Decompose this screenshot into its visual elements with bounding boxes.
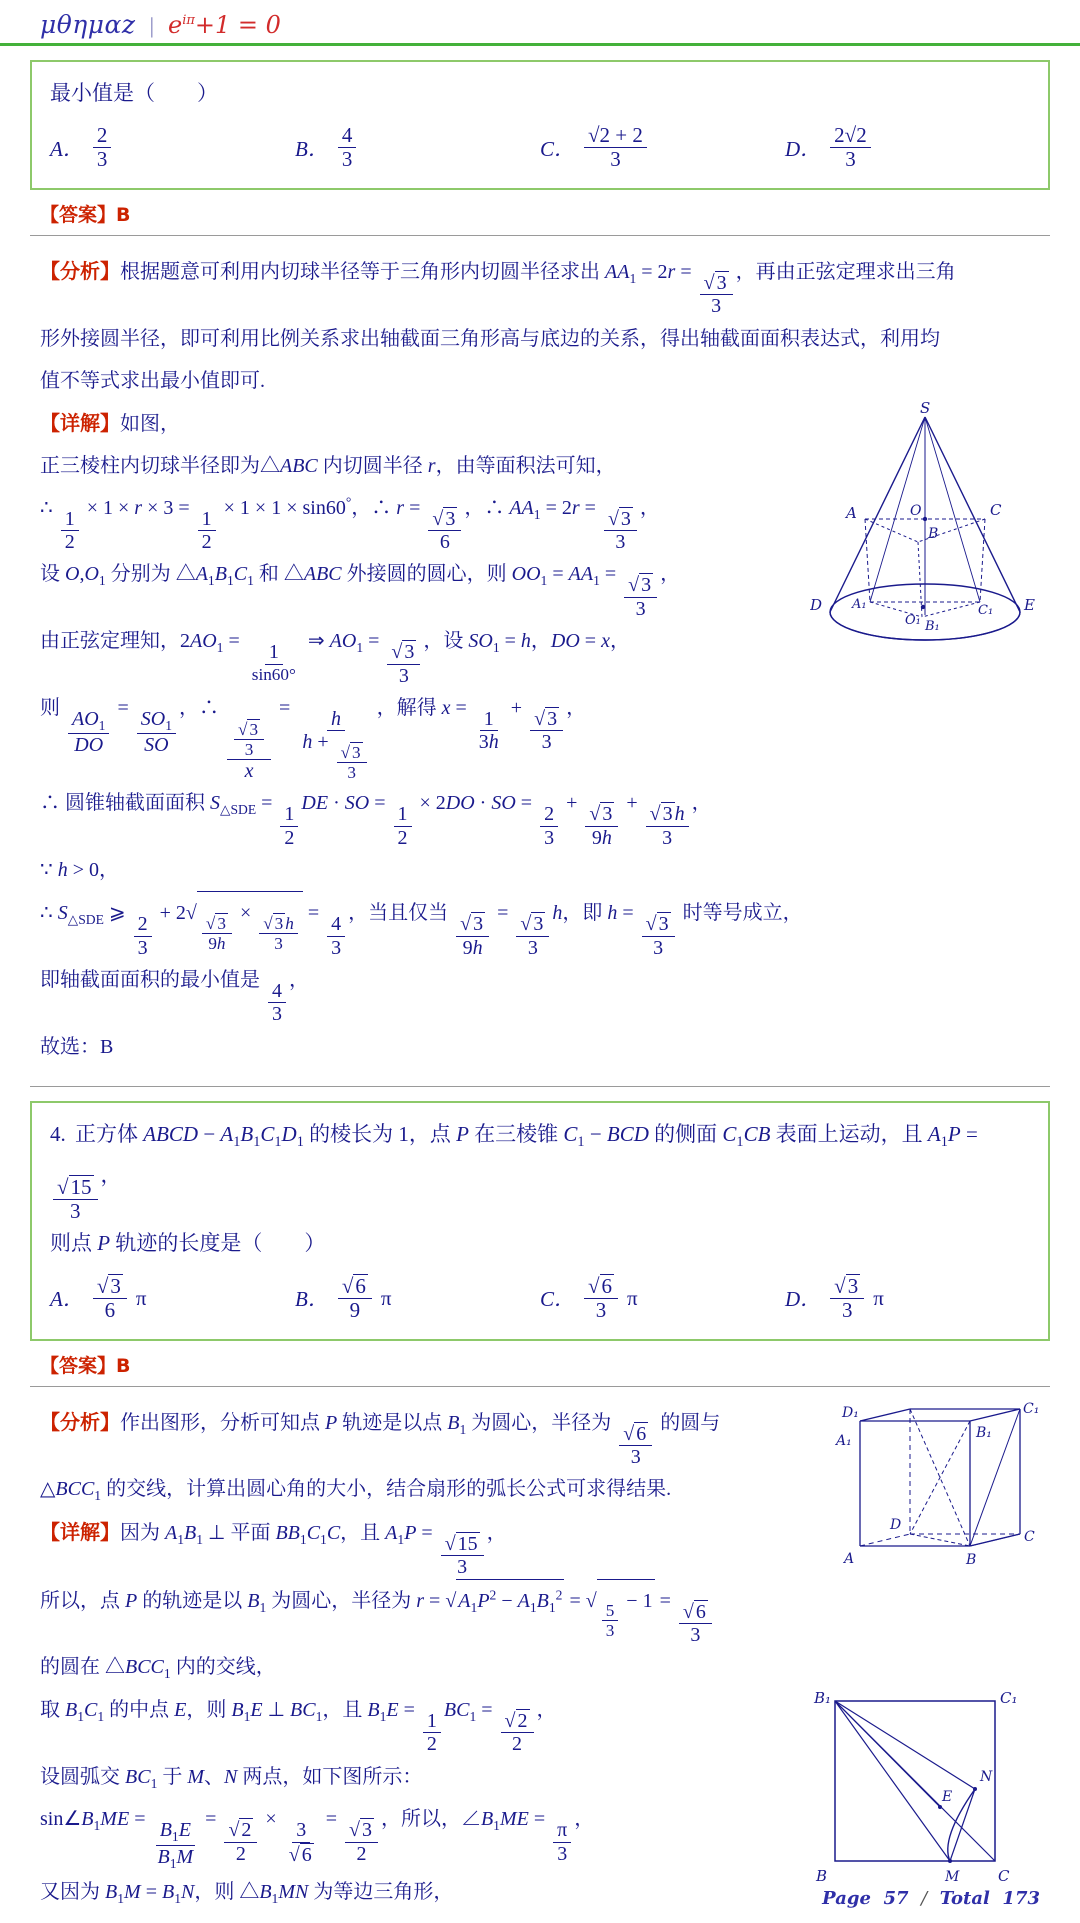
svg-text:C₁: C₁ bbox=[978, 602, 994, 618]
answer-letter: B bbox=[116, 1354, 131, 1377]
divider-2 bbox=[30, 1086, 1050, 1087]
answer-tag: 【答案】 bbox=[40, 203, 117, 226]
svg-text:E: E bbox=[1024, 595, 1035, 614]
svg-text:C₁: C₁ bbox=[1023, 1400, 1040, 1417]
question-3-stem: 最小值是（ ） bbox=[50, 81, 218, 105]
choice-a[interactable]: A． $\frac{√3}{6}$ π bbox=[50, 1273, 147, 1323]
detail-line-2: 所以，点 P 的轨迹是以 $B_1$ 为圆心，半径为 r = √ $A_1P^2 - A_1B_1^2$ = √ $\frac{5}{3}$ − 1 = $\frac{√ 6}{3}$ bbox=[40, 1579, 780, 1647]
svg-text:C: C bbox=[990, 500, 1002, 519]
answer-tag: 【答案】 bbox=[40, 1354, 117, 1377]
svg-text:C₁: C₁ bbox=[1000, 1689, 1018, 1708]
detail-line-4: 由正弦定理知，$2AO_1$ = $\frac{1}{\sin 60^\circ}$ ⇒ $AO_1$ = $\frac{√ 3}{3}$ ，设 $SO_1 = h$，DO = x， bbox=[40, 630, 630, 687]
detail-line-5: 则 $\frac{AO_1}{DO}$ = $\frac{SO_1}{SO}$ ，∴ $\frac{\frac{√ 3}{3}}{x}$ = h h + $\frac{√ 3}{3}$ ，解得 x = $\frac{1}{3h}$ + $\frac{√ 3}{3}$ ， bbox=[40, 697, 587, 783]
question-4-choices bbox=[50, 1274, 1030, 1323]
question-4-box bbox=[30, 1101, 1050, 1341]
detail-line-7: ∵ h > 0， bbox=[40, 859, 120, 882]
svg-text:B: B bbox=[816, 1867, 828, 1886]
choice-b[interactable]: B． $\frac{4}{3}$ bbox=[295, 124, 540, 172]
detail-tag: 【详解】 bbox=[40, 410, 120, 435]
svg-text:N: N bbox=[980, 1769, 993, 1786]
brand-formula: $e^{i\pi}+1 = 0$ bbox=[167, 11, 281, 39]
footer-separator: / bbox=[921, 1888, 928, 1910]
detail-line-6: ∴ 圆锥轴截面面积 $S_{\triangle SDE}$ = $\frac{1}{2}$ DE · SO = $\frac{1}{2}$ × 2DO · SO = $\frac{2}{3}$ + $\frac{√ 3}{9h}$ + $\frac{√ 3 h}{3}$ ， bbox=[40, 792, 712, 849]
brand-title: μθημαz bbox=[40, 10, 136, 39]
detail-line-4: 取 $B_1C_1$ 的中点 E，则 $B_1E$ ⊥ $BC_1$，且 $B_1E$ = $\frac{1}{2}$ $BC_1$ = $\frac{√ 2}{2}$ ， bbox=[40, 1699, 557, 1756]
analysis-line-1: 【分析】作出图形，分析可知点 P 轨迹是以点 $B_1$ 为圆心，半径为 $\frac{√ 6}{3}$ 的圆与 bbox=[40, 1409, 721, 1468]
detail-line-5: 设圆弧交 $BC_1$ 于 M、N 两点，如下图所示： bbox=[40, 1765, 423, 1791]
svg-text:A₁: A₁ bbox=[852, 596, 867, 612]
divider-3 bbox=[30, 1386, 1050, 1387]
question-4-answer bbox=[40, 1351, 1050, 1378]
footer-total-number: 173 bbox=[1002, 1888, 1040, 1910]
footer-total-label: Total bbox=[939, 1888, 990, 1910]
svg-text:B: B bbox=[966, 1551, 977, 1568]
detail-line-9: 即轴截面面积的最小值是 $\frac{4}{3}$ ， bbox=[40, 968, 309, 1026]
page-footer bbox=[0, 1888, 1080, 1909]
question-3-choices bbox=[50, 124, 1030, 172]
question-3-solution bbox=[30, 246, 1050, 1078]
svg-text:C: C bbox=[998, 1867, 1010, 1886]
choice-c[interactable]: C． $\frac{√2 + 2}{3}$ bbox=[540, 124, 785, 172]
analysis-line-1: 【分析】根据题意可利用内切球半径等于三角形内切圆半径求出 $AA_1 = 2r$ = $\frac{√ 3}{3}$ ，再由正弦定理求出三角 bbox=[40, 258, 956, 318]
svg-text:E: E bbox=[942, 1789, 953, 1806]
choice-b[interactable]: B． $\frac{√6}{9}$ π bbox=[295, 1273, 392, 1323]
svg-text:B: B bbox=[928, 525, 939, 542]
detail-line-6: $\sin\angle B_1ME$ = $\frac{B_1E}{B_1M}$ = $\frac{√ 2}{2}$ × $\frac{3}{√ 6}$ = $\frac{√ 3}{2}$ ，所以，$\angle B_1ME$ = $\frac{\pi}{3}$ ， bbox=[40, 1808, 595, 1871]
detail-conclusion: 故选：B bbox=[40, 1035, 114, 1058]
svg-text:M: M bbox=[945, 1869, 960, 1886]
detail-line-8: ∴ $S_{\triangle SDE}$ ⩾ $\frac{2}{3}$ + 2√ $\frac{√ 3}{9h}$ × $\frac{√ 3 h}{3}$ = $\frac{4}{3}$ ，当且仅当 $\frac{√ 3}{9h}$ = $\frac{√ 3}{3}$ h，即 h = $\frac{√ 3}{3}$ 时等号成立， bbox=[40, 891, 1040, 959]
footer-page-label: Page bbox=[822, 1888, 871, 1910]
detail-line-1: 正三棱柱内切球半径即为△ABC 内切圆半径 r，由等面积法可知， bbox=[40, 454, 616, 477]
detail-line-2: ∴ $\frac{1}{2}$ × 1 × r × 3 = $\frac{1}{2}$ × 1 × 1 × sin60°，∴ r = $\frac{√ 3}{6}$ ，∴ $AA_1 = 2r$ = $\frac{√ 3}{3}$ ， bbox=[40, 494, 660, 554]
detail-line-3: 的圆在 $\triangle BCC_1$ 内的交线， bbox=[40, 1656, 276, 1682]
footer-page-number: 57 bbox=[883, 1888, 909, 1910]
brand-separator: | bbox=[149, 13, 154, 38]
svg-text:B₁: B₁ bbox=[814, 1689, 832, 1708]
svg-text:B₁: B₁ bbox=[925, 618, 940, 634]
svg-text:A₁: A₁ bbox=[836, 1432, 852, 1449]
svg-text:A: A bbox=[844, 1550, 855, 1567]
svg-text:C: C bbox=[1024, 1528, 1035, 1545]
cone-figure bbox=[810, 402, 1040, 662]
detail-line-1: 【详解】因为 $A_1B_1$ ⊥ 平面 $BB_1C_1C$，且 $A_1P$ = $\frac{√ 15}{3}$ ， bbox=[40, 1519, 507, 1579]
detail-head: 【详解】如图， bbox=[40, 410, 180, 435]
svg-text:D₁: D₁ bbox=[842, 1404, 859, 1421]
question-number: 4. bbox=[50, 1121, 66, 1146]
detail-line-3: 设 $O,O_1$ 分别为 $\triangle A_1B_1C_1$ 和 △ABC 外接圆的圆心，则 $OO_1 = AA_1$ = $\frac{√ 3}{3}$ ， bbox=[40, 563, 681, 620]
answer-letter: B bbox=[116, 203, 131, 226]
svg-text:O: O bbox=[910, 502, 922, 519]
analysis-tag: 【分析】 bbox=[40, 1409, 120, 1434]
choice-d[interactable]: D． $\frac{√3}{3}$ π bbox=[785, 1273, 884, 1323]
triangle-figure bbox=[790, 1689, 1040, 1899]
svg-text:D: D bbox=[890, 1516, 902, 1533]
question-3-answer bbox=[40, 200, 1050, 227]
svg-text:O₁: O₁ bbox=[905, 612, 921, 628]
svg-text:D: D bbox=[810, 595, 823, 614]
choice-a[interactable]: A． $\frac{2}{3}$ bbox=[50, 124, 295, 172]
header-rule bbox=[0, 43, 1080, 46]
svg-text:S: S bbox=[920, 401, 931, 417]
svg-text:A: A bbox=[846, 503, 857, 522]
question-3-box bbox=[30, 60, 1050, 190]
page-header bbox=[0, 0, 1080, 43]
divider bbox=[30, 235, 1050, 236]
svg-text:B₁: B₁ bbox=[976, 1424, 992, 1441]
question-4-solution bbox=[30, 1397, 1050, 1923]
detail-line-7: 又因为 $B_1M = B_1N$，则 $\triangle B_1MN$ 为等边三角形， bbox=[40, 1880, 454, 1906]
analysis-tag: 【分析】 bbox=[40, 258, 120, 283]
analysis-line-2: 形外接圆半径，即可利用比例关系求出轴截面三角形高与底边的关系，得出轴截面面积表达式，利用均 bbox=[40, 327, 940, 350]
choice-d[interactable]: D． $\frac{2√2}{3}$ bbox=[785, 124, 1030, 172]
question-4-stem-line-2: 则点 P 轨迹的长度是（ ） bbox=[50, 1230, 326, 1255]
analysis-line-2: $\triangle BCC_1$ 的交线，计算出圆心角的大小，结合扇形的弧长公式可求得结果. bbox=[40, 1478, 672, 1504]
choice-c[interactable]: C． $\frac{√6}{3}$ π bbox=[540, 1273, 638, 1323]
question-4-stem-line-1: 4. 正方体 ABCD − $A_1B_1C_1D_1$ 的棱长为 1，点 P 在三棱锥 $C_1$ − BCD 的侧面 $C_1CB$ 表面上运动，且 $A_1P$ = $\frac{√15}{3}$ ， bbox=[50, 1121, 978, 1224]
analysis-line-3: 值不等式求出最小值即可. bbox=[40, 369, 265, 392]
detail-tag: 【详解】 bbox=[40, 1519, 120, 1544]
cube-figure bbox=[790, 1401, 1040, 1631]
